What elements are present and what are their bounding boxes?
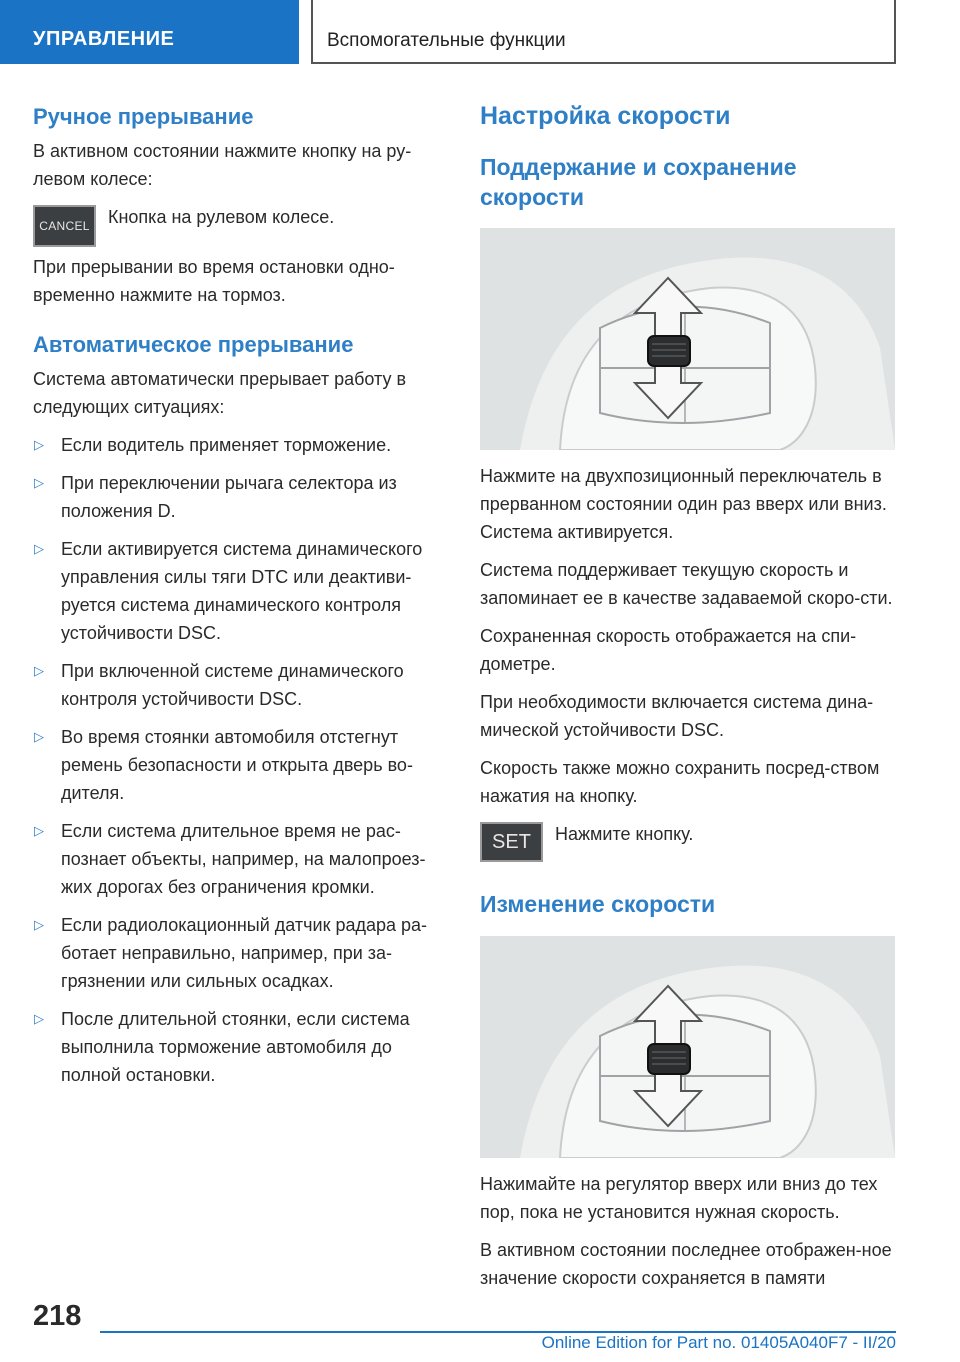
keep-speed-text-1: Нажмите на двухпозиционный переключатель в прерванном состоянии один раз вверх или вниз. Система активируется. [480,466,887,542]
list-item: ▷ Если система длительное время не рас-познает объекты, например, на малопроез-жих дорогах без ограничения кромки. [33,817,448,901]
list-item: ▷ Если водитель применяет торможение. [33,431,448,459]
triangle-bullet-icon: ▷ [34,663,44,678]
subsection-title: Вспомогательные функции [327,30,566,51]
triangle-bullet-icon: ▷ [34,475,44,490]
set-button-row [480,822,896,862]
change-speed-text-2: В активном состоянии последнее отображен-ное значение скорости сохраняется в памяти [480,1240,892,1288]
left-column [33,100,448,1099]
keep-speed-text-2: Система поддерживает текущую скорость и запоминает ее в качестве задаваемой скоро-сти. [480,560,893,608]
auto-interrupt-heading: Автоматическое прерывание [33,332,354,357]
section-tab [0,0,299,64]
manual-interrupt-text-2: При прерывании во время остановки одно-временно нажмите на тормоз. [33,257,395,305]
triangle-bullet-icon: ▷ [34,541,44,556]
list-item: ▷ Во время стоянки автомобиля отстегнут ремень безопасности и открыта дверь во-дителя. [33,723,448,807]
keep-speed-text-5: Скорость также можно сохранить посред-ством нажатия на кнопку. [480,758,880,806]
change-speed-heading: Изменение скорости [480,891,716,917]
cancel-button-row [33,205,448,247]
edition-footer: Online Edition for Part no. 01405A040F7 - II/20 [541,1333,896,1352]
change-speed-text-1: Нажимайте на регулятор вверх или вниз до тех пор, пока не установится нужная скорость. [480,1174,878,1222]
triangle-bullet-icon: ▷ [34,437,44,452]
triangle-bullet-icon: ▷ [34,917,44,932]
keep-speed-heading: Поддержание и сохранение скорости [480,154,797,210]
set-caption: Нажмите кнопку. [555,824,694,844]
list-item: ▷ Если радиолокационный датчик радара ра-ботает неправильно, например, при за-грязнении или сильных осадках. [33,911,448,995]
interrupt-conditions-list [33,431,448,1089]
section-title: УПРАВЛЕНИЕ [33,28,175,50]
list-item: ▷ Если активируется система динамического управления силы тяги DTC или деактиви-руется система динамического контроля устойчивости DSC. [33,535,448,647]
list-item: ▷ После длительной стоянки, если система выполнила торможение автомобиля до полной остановки. [33,1005,448,1089]
manual-interrupt-heading: Ручное прерывание [33,104,254,129]
set-button-icon: SET [480,822,543,862]
list-item: ▷ При переключении рычага селектора из положения D. [33,469,448,525]
triangle-bullet-icon: ▷ [34,1011,44,1026]
cancel-caption: Кнопка на рулевом колесе. [108,207,335,227]
cancel-button-icon: CANCEL [33,205,96,247]
keep-speed-text-3: Сохраненная скорость отображается на спи-дометре. [480,626,857,674]
list-item: ▷ При включенной системе динамического контроля устойчивости DSC. [33,657,448,713]
auto-interrupt-text: Система автоматически прерывает работу в следующих ситуациях: [33,369,407,417]
keep-speed-text-4: При необходимости включается система дина-мической устойчивости DSC. [480,692,874,740]
speed-setting-heading: Настройка скорости [480,102,731,130]
triangle-bullet-icon: ▷ [34,823,44,838]
right-column [480,100,896,1292]
steering-wheel-rocker-image-2 [480,936,895,1158]
steering-wheel-rocker-image [480,228,895,450]
triangle-bullet-icon: ▷ [34,729,44,744]
page-number: 218 [33,1300,82,1332]
manual-interrupt-text: В активном состоянии нажмите кнопку на ру-левом колесе: [33,141,412,189]
